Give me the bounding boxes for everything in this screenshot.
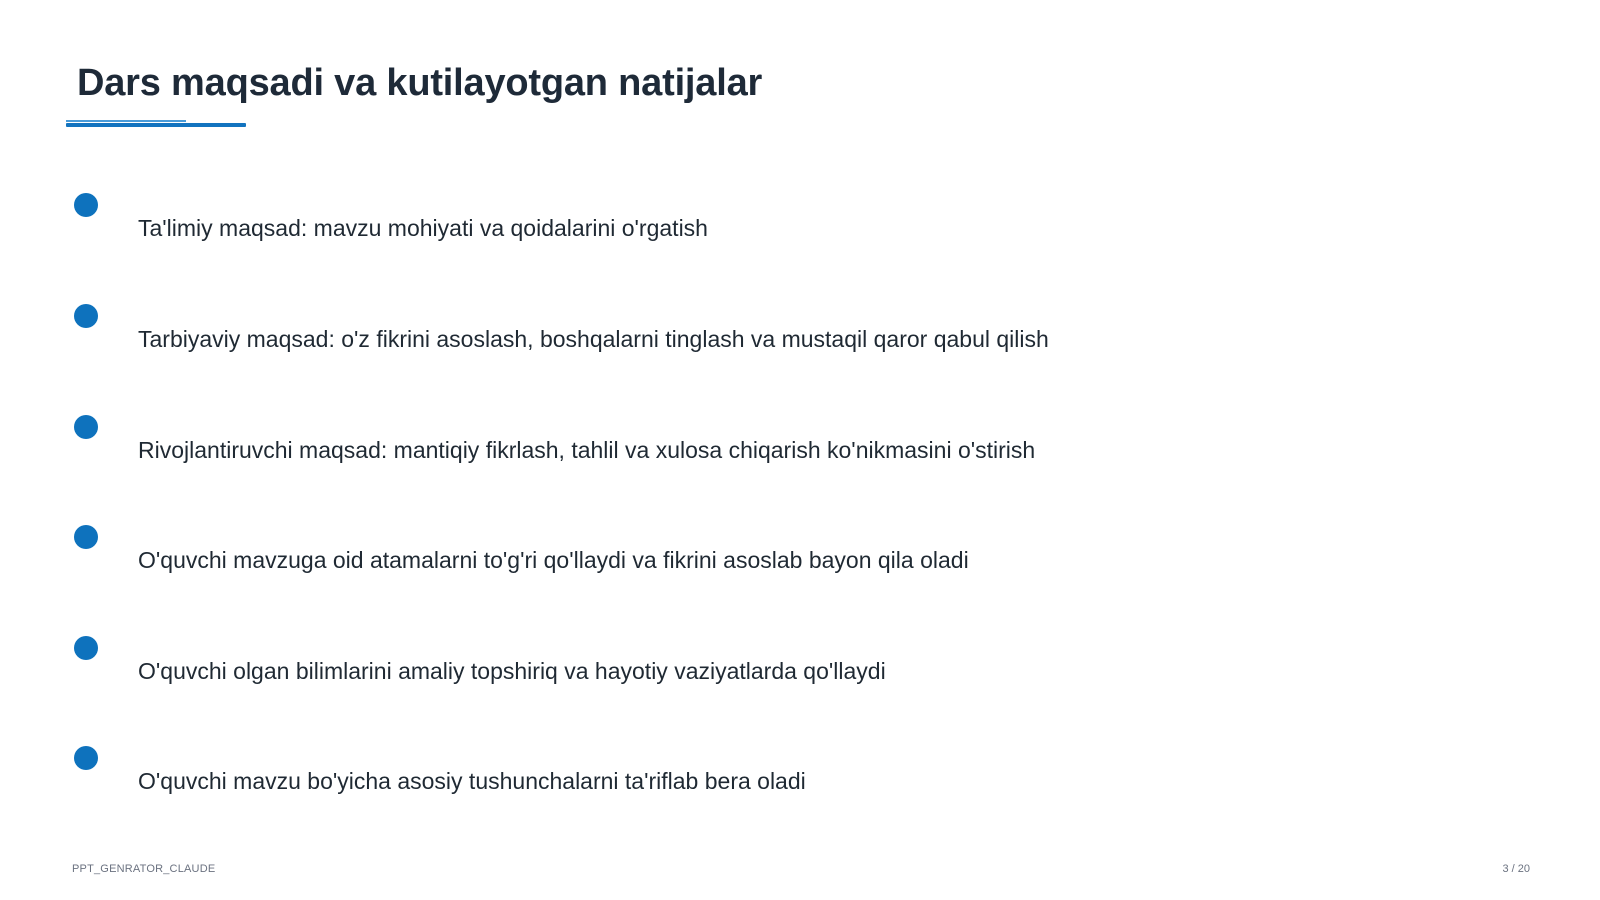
circle-bullet-icon <box>74 193 98 217</box>
list-item <box>0 304 1400 364</box>
list-item <box>0 636 1400 696</box>
footer-generator-label: PPT_GENRATOR_CLAUDE <box>72 863 216 875</box>
circle-bullet-icon <box>74 525 98 549</box>
page-number: 3 / 20 <box>1502 863 1530 875</box>
bullet-text: O'quvchi mavzu bo'yicha asosiy tushunchalarni ta'riflab bera oladi <box>138 768 806 794</box>
circle-bullet-icon <box>74 304 98 328</box>
bullet-text: Ta'limiy maqsad: mavzu mohiyati va qoidalarini o'rgatish <box>138 215 708 241</box>
circle-bullet-icon <box>74 746 98 770</box>
list-item <box>0 746 1400 806</box>
list-item <box>0 193 1400 253</box>
circle-bullet-icon <box>74 415 98 439</box>
list-item <box>0 525 1400 585</box>
circle-bullet-icon <box>74 636 98 660</box>
slide-title: Dars maqsadi va kutilayotgan natijalar <box>77 62 763 104</box>
bullet-text: O'quvchi olgan bilimlarini amaliy topshiriq va hayotiy vaziyatlarda qo'llaydi <box>138 658 886 684</box>
bullet-text: Tarbiyaviy maqsad: o'z fikrini asoslash, boshqalarni tinglash va mustaqil qaror qabul qilish <box>138 326 1049 352</box>
list-item <box>0 415 1400 475</box>
bullet-text: O'quvchi mavzuga oid atamalarni to'g'ri qo'llaydi va fikrini asoslab bayon qila oladi <box>138 547 969 573</box>
bullet-text: Rivojlantiruvchi maqsad: mantiqiy fikrlash, tahlil va xulosa chiqarish ko'nikmasini o'stirish <box>138 437 1036 463</box>
